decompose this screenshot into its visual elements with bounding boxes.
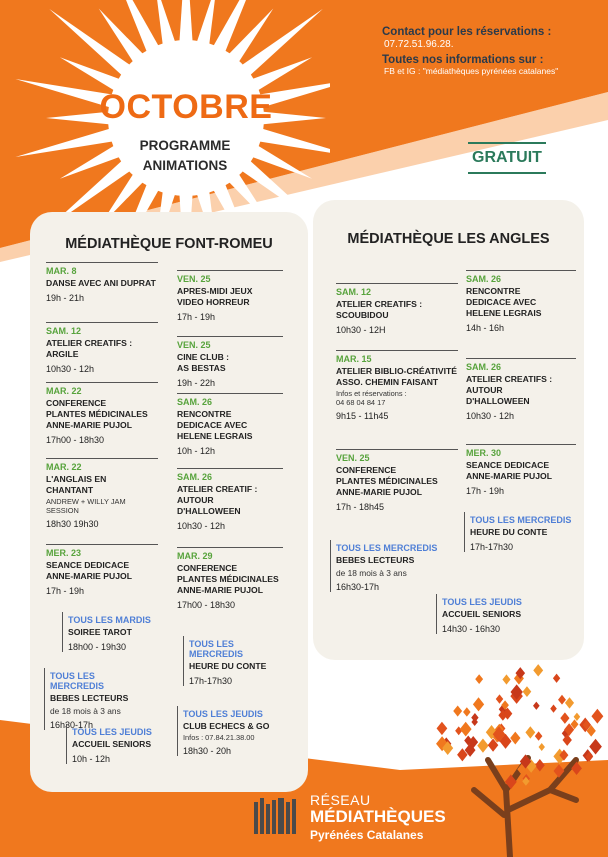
contact-block [382, 26, 602, 76]
event-name: APRES-MIDI JEUX VIDEO HORREUR [177, 286, 253, 307]
event-name: ATELIER CREATIF : AUTOUR D'HALLOWEEN [177, 484, 258, 516]
event-time: 19h - 22h [177, 378, 216, 388]
event-time: 10h30 - 12h [46, 364, 95, 374]
event-name: CONFERENCE PLANTES MÉDICINALES ANNE-MARIE PUJOL [46, 398, 148, 430]
event-date: VEN. 25 [177, 336, 283, 350]
event-item [177, 706, 285, 756]
event-time: 14h - 16h [466, 323, 505, 333]
logo-line-1: RÉSEAU [310, 792, 371, 808]
event-item [44, 668, 150, 730]
event-name: SEANCE DEDICACE ANNE-MARIE PUJOL [46, 560, 132, 581]
event-item [436, 594, 542, 634]
event-name: SOIREE TAROT [68, 627, 132, 637]
event-item [62, 612, 158, 652]
event-time: 18h30 19h30 [46, 519, 99, 529]
event-item [46, 382, 158, 445]
event-date: MAR. 22 [46, 382, 158, 396]
event-date: MAR. 15 [336, 350, 458, 364]
event-time: 17h00 - 18h30 [177, 600, 236, 610]
event-item [466, 358, 576, 421]
event-item [466, 270, 576, 333]
reservations-heading: Contact pour les réservations : [382, 26, 552, 38]
event-date: TOUS LES MERCREDIS [189, 639, 244, 659]
event-name: HEURE DU CONTE [189, 661, 267, 671]
event-name: HEURE DU CONTE [470, 527, 548, 537]
event-item [177, 547, 283, 610]
event-time: 14h30 - 16h30 [442, 624, 501, 634]
event-item [177, 336, 283, 388]
event-time: 18h00 - 19h30 [68, 642, 127, 652]
event-age: de 18 mois à 3 ans [50, 706, 121, 716]
event-date: MER. 30 [466, 444, 576, 458]
event-time: 17h - 19h [46, 586, 85, 596]
network-logo [252, 790, 472, 846]
event-item [464, 512, 574, 552]
event-name: ACCUEIL SENIORS [72, 739, 152, 749]
event-time: 17h - 19h [177, 312, 216, 322]
event-name: RENCONTRE DEDICACE AVEC HELENE LEGRAIS [177, 409, 253, 441]
event-name: CINE CLUB : AS BESTAS [177, 352, 230, 373]
event-date: TOUS LES MERCREDIS [470, 515, 572, 525]
event-name: CONFERENCE PLANTES MÉDICINALES ANNE-MARIE PUJOL [336, 465, 438, 497]
event-date: TOUS LES JEUDIS [72, 727, 152, 737]
event-time: 18h30 - 20h [183, 746, 232, 756]
event-info: Infos et réservations : 04 68 04 84 17 [336, 389, 407, 407]
event-name: ATELIER BIBLIO-CRÉATIVITÉ ASSO. CHEMIN FAISANT [336, 366, 457, 387]
event-item [46, 322, 158, 374]
event-item [46, 458, 158, 529]
event-name: BEBES LECTEURS [50, 693, 129, 703]
event-date: VEN. 25 [177, 270, 283, 284]
event-time: 9h15 - 11h45 [336, 411, 389, 421]
event-item [336, 350, 458, 421]
event-item [330, 540, 442, 592]
event-time: 17h-17h30 [189, 676, 233, 686]
event-time: 17h - 19h [466, 486, 505, 496]
logo-line-3: Pyrénées Catalanes [310, 828, 424, 842]
event-item [177, 270, 283, 322]
event-date: MAR. 22 [46, 458, 158, 472]
event-date: TOUS LES JEUDIS [442, 597, 522, 607]
event-date: SAM. 26 [177, 468, 283, 482]
event-time: 10h30 - 12H [336, 325, 386, 335]
event-name: DANSE AVEC ANI DUPRAT [46, 278, 156, 288]
event-time: 19h - 21h [46, 293, 85, 303]
les-angles-title: MÉDIATHÈQUE LES ANGLES [347, 231, 550, 247]
event-date: SAM. 12 [336, 283, 458, 297]
logo-line-2: MÉDIATHÈQUES [310, 807, 446, 826]
event-age: de 18 mois à 3 ans [336, 568, 407, 578]
font-romeu-title: MÉDIATHÈQUE FONT-ROMEU [65, 236, 273, 252]
month-title: OCTOBRE [99, 88, 273, 126]
event-name: RENCONTRE DEDICACE AVEC HELENE LEGRAIS [466, 286, 542, 318]
event-date: MAR. 8 [46, 262, 158, 276]
event-time: 16h30-17h [50, 720, 94, 730]
event-time: 10h - 12h [72, 754, 111, 764]
event-date: SAM. 26 [466, 358, 576, 372]
event-name: ATELIER CREATIFS : ARGILE [46, 338, 133, 359]
event-info: ANDREW + WILLY JAM SESSION [46, 497, 126, 515]
event-time: 17h - 18h45 [336, 502, 385, 512]
event-item [46, 544, 158, 596]
event-date: MER. 23 [46, 544, 158, 558]
event-date: SAM. 26 [466, 270, 576, 284]
free-badge: GRATUIT [468, 142, 546, 174]
event-time: 10h30 - 12h [177, 521, 226, 531]
info-heading: Toutes nos informations sur : [382, 54, 544, 66]
event-time: 10h30 - 12h [466, 411, 515, 421]
event-date: TOUS LES MERCREDIS [336, 543, 438, 553]
event-item [336, 283, 458, 335]
event-name: CLUB ECHECS & GO [183, 721, 270, 731]
event-name: BEBES LECTEURS [336, 555, 415, 565]
social-handle: FB et IG : "médiathèques pyrénées catalanes" [384, 66, 559, 76]
event-name: ATELIER CREATIFS : AUTOUR D'HALLOWEEN [466, 374, 553, 406]
event-date: SAM. 26 [177, 393, 283, 407]
event-date: TOUS LES MARDIS [68, 615, 151, 625]
event-item [177, 393, 283, 456]
event-name: ACCUEIL SENIORS [442, 609, 522, 619]
event-date: TOUS LES JEUDIS [183, 709, 263, 719]
event-item [46, 262, 158, 303]
event-name: SEANCE DEDICACE ANNE-MARIE PUJOL [466, 460, 552, 481]
event-time: 16h30-17h [336, 582, 380, 592]
event-time: 17h00 - 18h30 [46, 435, 105, 445]
program-subtitle [120, 136, 250, 176]
event-item [336, 449, 458, 512]
event-date: SAM. 12 [46, 322, 158, 336]
subtitle-line: ANIMATIONS [142, 158, 228, 173]
event-name: ATELIER CREATIFS : SCOUBIDOU [336, 299, 423, 320]
event-name: CONFERENCE PLANTES MÉDICINALES ANNE-MARIE PUJOL [177, 563, 279, 595]
event-time: 17h-17h30 [470, 542, 514, 552]
event-item [183, 636, 287, 686]
event-date: MAR. 29 [177, 547, 283, 561]
event-item [466, 444, 576, 496]
books-icon [252, 796, 300, 836]
reservations-phone: 07.72.51.96.28. [384, 39, 454, 50]
event-item [66, 724, 162, 764]
event-info: Infos : 07.84.21.38.00 [183, 733, 255, 742]
event-item [177, 468, 283, 531]
event-date: TOUS LES MERCREDIS [50, 671, 105, 691]
event-date: VEN. 25 [336, 449, 458, 463]
subtitle-line: PROGRAMME [139, 138, 231, 153]
event-time: 10h - 12h [177, 446, 216, 456]
event-name: L'ANGLAIS EN CHANTANT [46, 474, 107, 495]
